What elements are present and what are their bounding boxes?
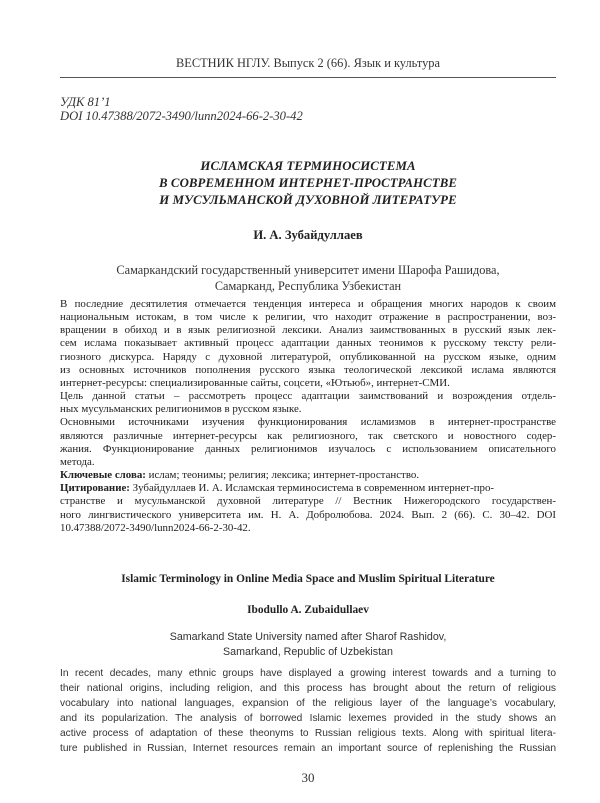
citation-line: странстве и мусульманской духовной литературе // Вестник Нижегородского государствен- <box>60 495 556 508</box>
abstract-line: ных мусульманских религионимов в русском языке. <box>60 403 302 416</box>
citation-line: 10.47388/2072-3490/lunn2024-66-2-30-42. <box>60 521 251 534</box>
abstract-line: из основных источников пополнения русского языка теологической лексикой ислама являются <box>60 363 556 376</box>
abstract-line: интернет-ресурсы: специализированные сайты, соцсети, «Ютьюб», интернет-СМИ. <box>60 376 450 389</box>
english-title: Islamic Terminology in Online Media Space and Muslim Spiritual Literature <box>121 573 495 585</box>
header-rule <box>60 77 556 78</box>
english-abstract-line: ture published in Russian, Internet resources remain an important source of replenishing the Russian <box>60 743 556 754</box>
citation-text: Зубайдуллаев И. А. Исламская терминосистема в современном интернет-про- <box>129 482 495 495</box>
abstract-line: являются различные интернет-ресурсы как религиозного, так светского и новостного содер- <box>60 429 556 442</box>
running-head: ВЕСТНИК НГЛУ. Выпуск 2 (66). Язык и культура <box>176 56 440 70</box>
abstract-line: вращении в обиход и в язык религиозной лексики. Анализ заимствованных в русский язык лек- <box>60 324 556 337</box>
abstract-line: Основными источниками изучения функционирования исламизмов в интернет-пространстве <box>60 416 556 429</box>
affiliation-line: Самаркандский государственный университет имени Шарофа Рашидова, <box>116 263 500 277</box>
article-title-line: ИСЛАМСКАЯ ТЕРМИНОСИСТЕМА <box>200 159 416 173</box>
abstract-line: гиозного дискурса. Наряду с духовной литературой, опубликованной на русском языке, одним <box>60 350 556 363</box>
page-number: 30 <box>301 770 315 785</box>
abstract-line: жания. Функционирование данных религионимов изучалось с использованием описательного <box>60 442 556 455</box>
keywords-line <box>60 469 556 482</box>
english-author: Ibodullo A. Zubaidullaev <box>247 604 369 616</box>
doi-identifier: DOI 10.47388/2072-3490/lunn2024-66-2-30-42 <box>60 109 303 123</box>
article-title <box>60 158 556 209</box>
abstract-ru <box>60 298 556 535</box>
english-abstract-line: In recent decades, many ethnic groups have displayed a growing interest towards and a turning to <box>60 668 556 679</box>
article-title-line: И МУСУЛЬМАНСКОЙ ДУХОВНОЙ ЛИТЕРАТУРЕ <box>159 193 457 207</box>
english-abstract-line: active process of adaptation of these theonyms to Russian religious texts. Along with spiritual litera- <box>60 728 556 739</box>
abstract-line: сем ислама показывает активный процесс адаптации данных теонимов к русскому тексту рели- <box>60 337 556 350</box>
english-abstract-line: their national origins, including religion, and this process has brought about the return of religious <box>60 683 556 694</box>
author-name: И. А. Зубайдуллаев <box>253 228 363 242</box>
author-affiliation <box>60 262 556 294</box>
citation-line: ного лингвистического университета им. Н. А. Добролюбова. 2024. Вып. 2 (66). С. 30–42. DOI <box>60 508 556 521</box>
udk-code: УДК 81’1 <box>60 95 111 109</box>
abstract-line: национальным истокам, в том числе к религии, что находит отражение в распространении, воз- <box>60 311 556 324</box>
abstract-line: метода. <box>60 455 95 468</box>
article-title-line: В СОВРЕМЕННОМ ИНТЕРНЕТ-ПРОСТРАНСТВЕ <box>159 176 457 190</box>
citation-line <box>60 482 556 495</box>
english-affiliation-line: Samarkand State University named after Sharof Rashidov, <box>169 631 447 643</box>
abstract-line: В последние десятилетия отмечается тенденция интереса и обращения многих народов к своим <box>60 298 556 310</box>
english-affiliation-line: Samarkand, Republic of Uzbekistan <box>223 646 393 658</box>
english-abstract-line: vocabulary into national languages, expansion of the religious layer of the language’s vocabulary, <box>60 698 556 709</box>
citation-label: Цитирование: <box>60 482 130 495</box>
english-abstract-line: and its popularization. The analysis of borrowed Islamic lexemes provided in the study shows an <box>60 713 556 724</box>
keywords-label: Ключевые слова: <box>60 469 146 482</box>
english-abstract <box>60 666 556 756</box>
affiliation-line: Самарканд, Республика Узбекистан <box>214 279 402 293</box>
keywords-text: ислам; теонимы; религия; лексика; интернет-простанство. <box>145 469 420 482</box>
abstract-line: Цель данной статьи – рассмотреть процесс адаптации заимствований и возрождения отдель- <box>60 390 556 403</box>
english-affiliation <box>60 630 556 660</box>
